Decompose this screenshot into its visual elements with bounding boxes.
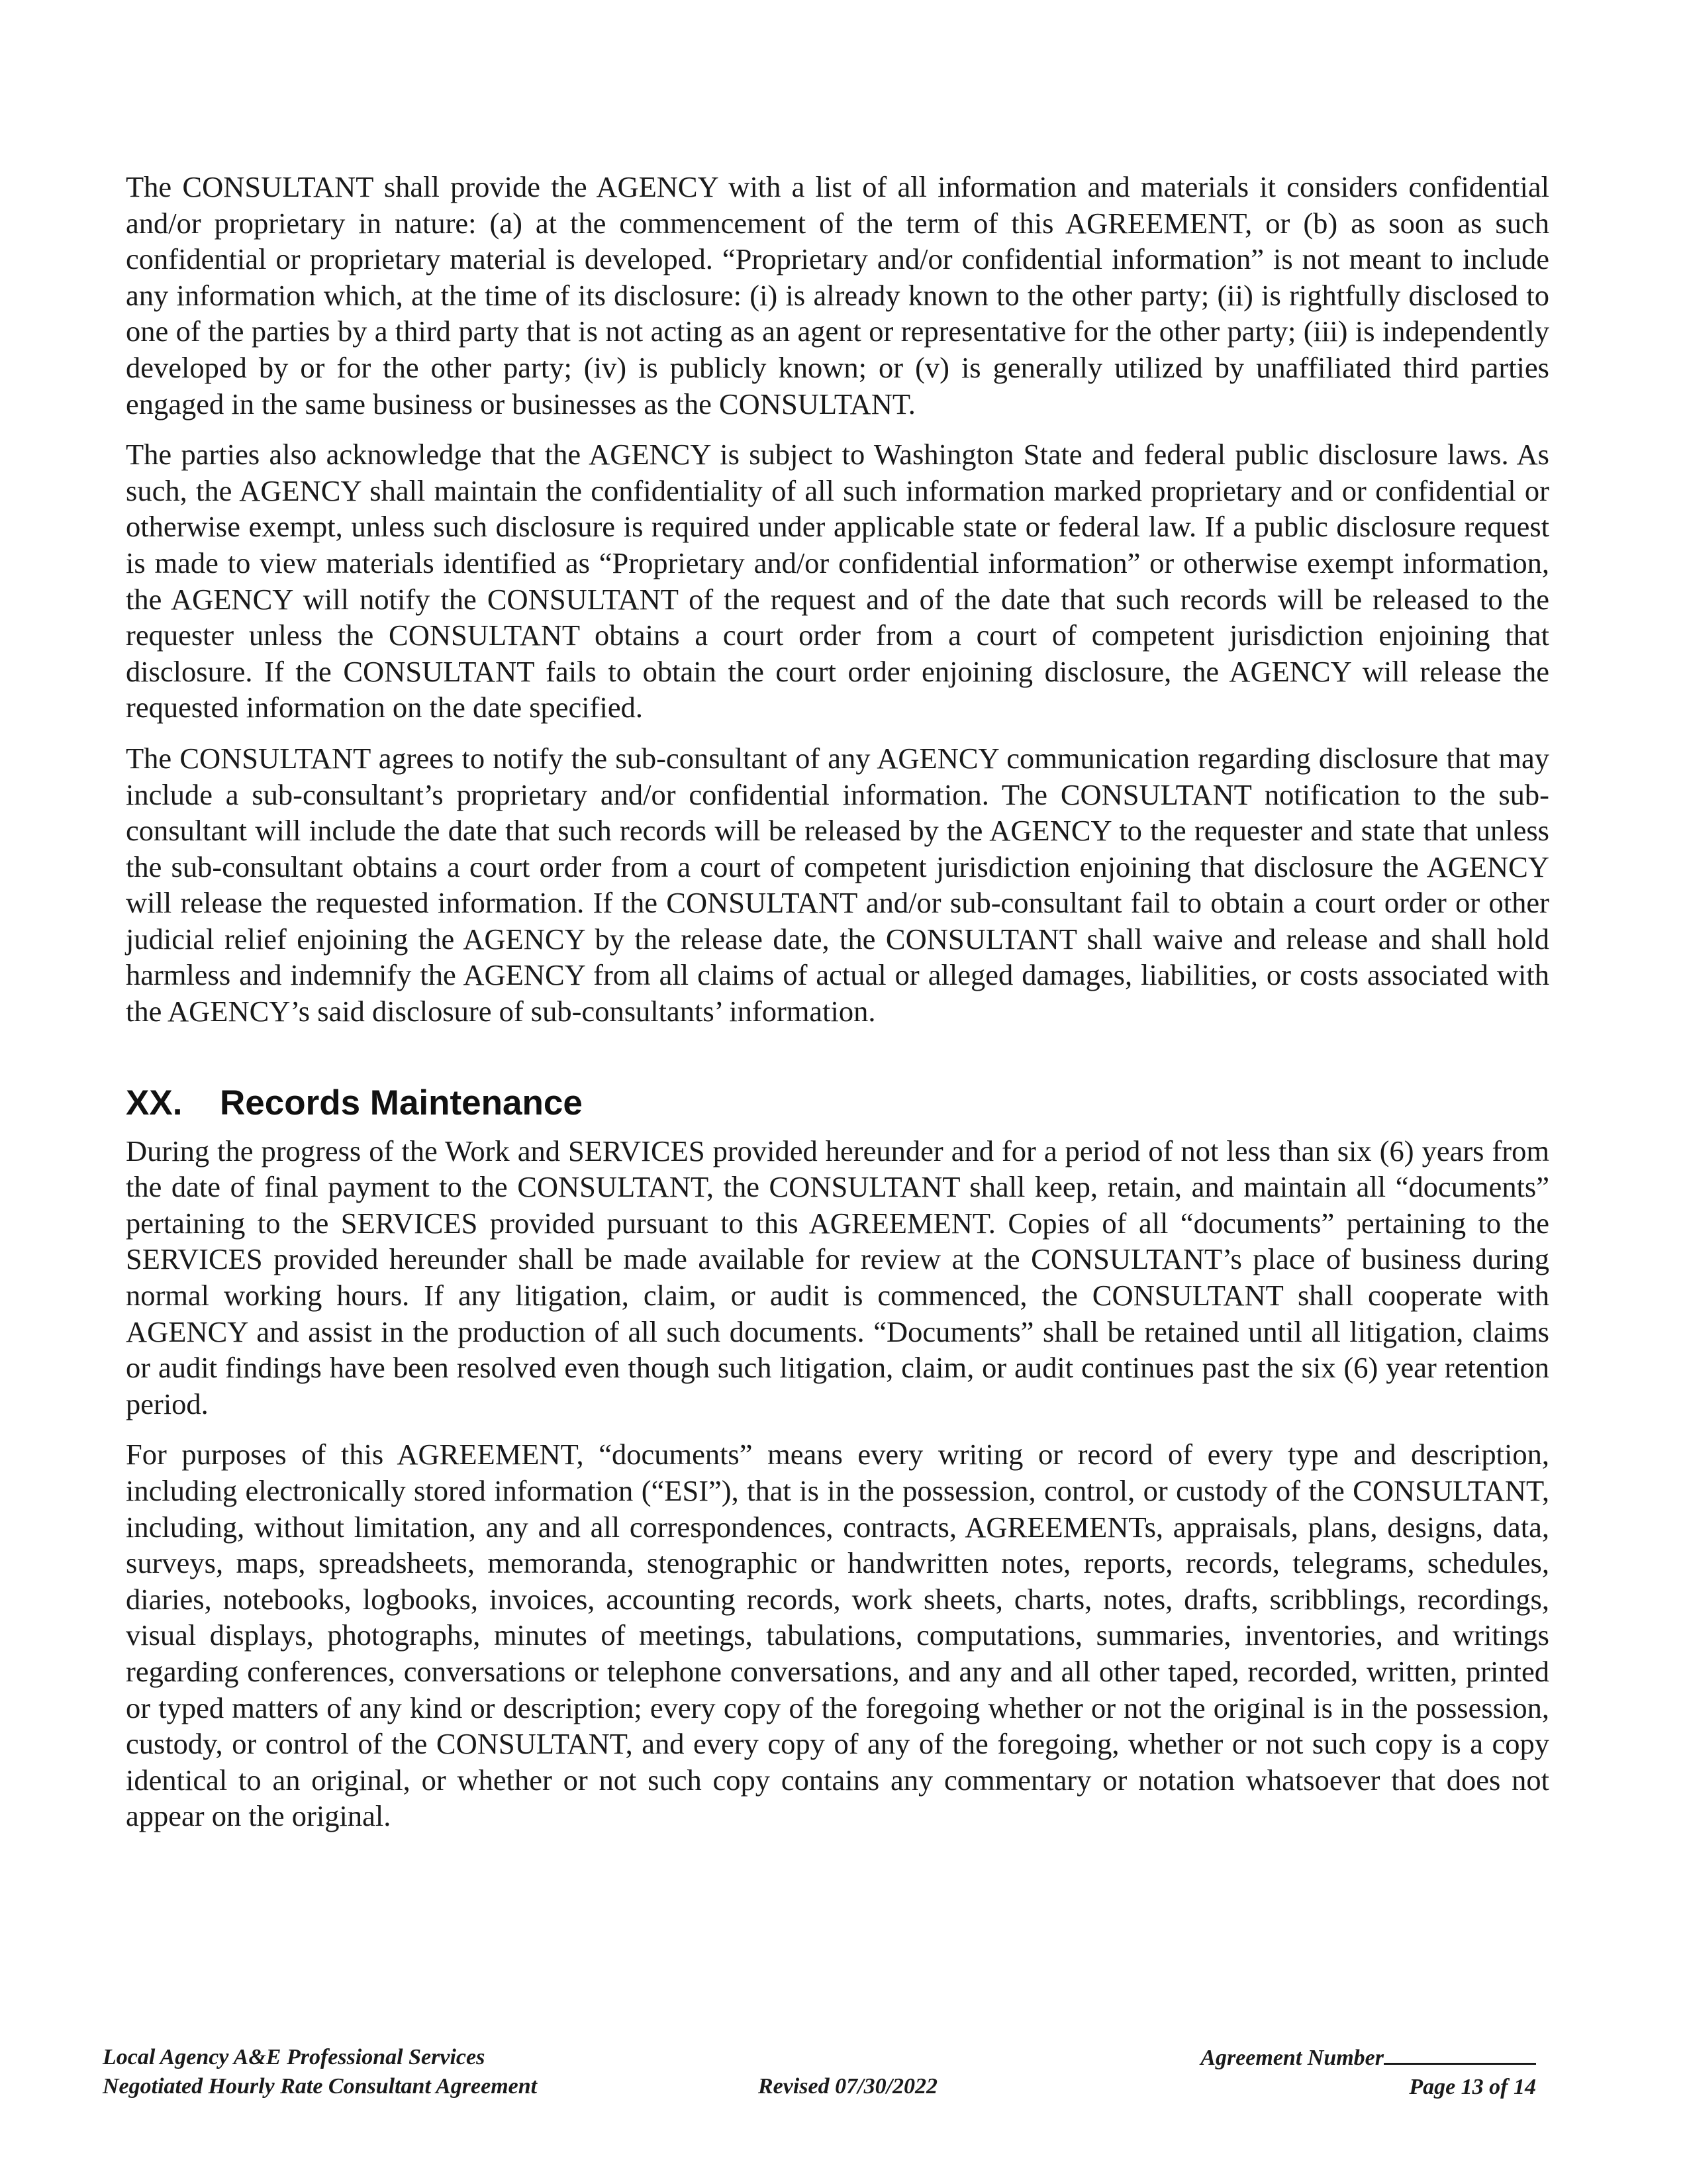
footer-left (103, 2043, 765, 2101)
section-title: Records Maintenance (220, 1083, 583, 1122)
footer-center (758, 2072, 1023, 2101)
paragraph-confidential-list: The CONSULTANT shall provide the AGENCY with a list of all information and materials it considers confidential and/or proprietary in nature: (a) at the commencement of the term of this AGREEMENT, or (b) as soon as such confidential or proprietary material is developed. “Proprietary and/or confidential information” is not meant to include any information which, at the time of its disclosure: (i) is already known to the other party; (ii) is rightfully disclosed to one of the parties by a third party that is not acting as an agent or representative for the other party; (iii) is independently developed by or for the other party; (iv) is publicly known; or (v) is generally utilized by unaffiliated third parties engaged in the same business or businesses as the CONSULTANT. (126, 170, 1549, 421)
document-body (126, 169, 1549, 1849)
page-footer (103, 2043, 1536, 2103)
footer-revised-date: Revised 07/30/2022 (758, 2074, 938, 2099)
footer-page-number: Page 13 of 14 (1409, 2075, 1536, 2099)
footer-agreement-type: Local Agency A&E Professional Services (103, 2045, 485, 2069)
paragraph-documents-definition: For purposes of this AGREEMENT, “documents” means every writing or record of every type and description, including electronically stored information (“ESI”), that is in the possession, control, or custody of the CONSULTANT, including, without limitation, any and all correspondences, contracts, AGREEMENTs, appraisals, plans, designs, data, surveys, maps, spreadsheets, memoranda, stenographic or handwritten notes, reports, records, telegrams, schedules, diaries, notebooks, logbooks, invoices, accounting records, work sheets, charts, notes, drafts, scribblings, recordings, visual displays, photographs, minutes of meetings, tabulations, computations, summaries, inventories, and writings regarding conferences, conversations or telephone conversations, and any and all other taped, recorded, written, printed or typed matters of any kind or description; every copy of the foregoing whether or not the original is in the possession, custody, or control of the CONSULTANT, and every copy of any of the foregoing, whether or not such copy is a copy identical to an original, or whether or not such copy contains any commentary or notation whatsoever that does not appear on the original. (126, 1438, 1549, 1833)
footer-right (1162, 2043, 1536, 2102)
section-heading (126, 1083, 1549, 1124)
paragraph-public-disclosure: The parties also acknowledge that the AGENCY is subject to Washington State and federal public disclosure laws. As such, the AGENCY shall maintain the confidentiality of all such information marked proprietary and or confidential or otherwise exempt, unless such disclosure is required under applicable state or federal law. If a public disclosure request is made to view materials identified as “Proprietary and/or confidential information” or otherwise exempt information, the AGENCY will notify the CONSULTANT of the request and of the date that such records will be released to the requester unless the CONSULTANT obtains a court order from a court of competent jurisdiction enjoining that disclosure. If the CONSULTANT fails to obtain the court order enjoining disclosure, the AGENCY will release the requested information on the date specified. (126, 438, 1549, 724)
section-number: XX. (126, 1083, 183, 1122)
footer-agreement-subtype: Negotiated Hourly Rate Consultant Agreement (103, 2074, 538, 2099)
paragraph-sub-consultant-notification: The CONSULTANT agrees to notify the sub-consultant of any AGENCY communication regarding disclosure that may include a sub-consultant’s proprietary and/or confidential information. The CONSULTANT notification to the sub-consultant will include the date that such records will be released by the AGENCY to the requester and state that unless the sub-consultant obtains a court order from a court of competent jurisdiction enjoining that disclosure the AGENCY will release the requested information. If the CONSULTANT and/or sub-consultant fail to obtain a court order or other judicial relief enjoining the AGENCY by the release date, the CONSULTANT shall waive and release and shall hold harmless and indemnify the AGENCY from all claims of actual or alleged damages, liabilities, or costs associated with the AGENCY’s said disclosure of sub-consultants’ information. (126, 741, 1549, 1028)
footer-agreement-number (1162, 2043, 1536, 2073)
agreement-number-blank (1384, 2043, 1536, 2065)
paragraph-records-retention: During the progress of the Work and SERVICES provided hereunder and for a period of not less than six (6) years from the date of final payment to the CONSULTANT, the CONSULTANT shall keep, retain, and maintain all “documents” pertaining to the SERVICES provided pursuant to this AGREEMENT. Copies of all “documents” pertaining to the SERVICES provided hereunder shall be made available for review at the CONSULTANT’s place of business during normal working hours. If any litigation, claim, or audit is commenced, the CONSULTANT shall cooperate with AGENCY and assist in the production of all such documents. “Documents” shall be retained until all litigation, claims or audit findings have been resolved even though such litigation, claim, or audit continues past the six (6) year retention period. (126, 1134, 1549, 1420)
agreement-number-label: Agreement Number (1200, 2046, 1384, 2070)
